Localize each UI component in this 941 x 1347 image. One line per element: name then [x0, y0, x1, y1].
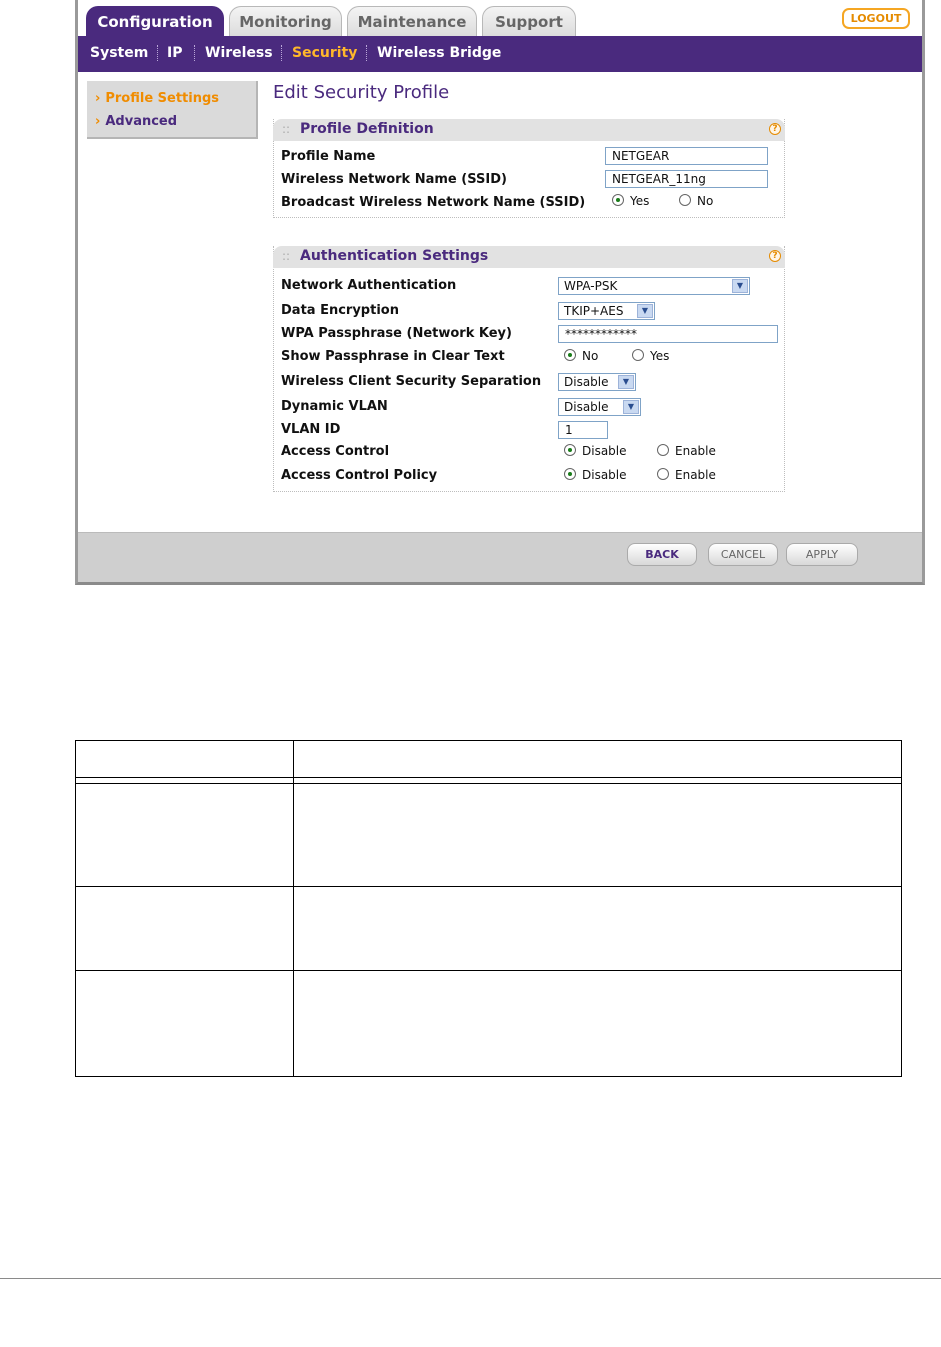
- authentication-settings-panel: [273, 246, 785, 492]
- page-footer-rule: [0, 1278, 941, 1279]
- sidebar-item-advanced[interactable]: [95, 114, 177, 129]
- panel-title: Profile Definition: [300, 121, 434, 137]
- table-row-divider: [76, 886, 901, 887]
- tab-support[interactable]: Support: [482, 6, 576, 36]
- panel-header: [273, 246, 785, 268]
- grip-dots-icon: ::: [282, 122, 291, 136]
- back-button[interactable]: BACK: [627, 543, 697, 566]
- access-policy-label: Access Control Policy: [281, 468, 438, 483]
- subnav-wireless-bridge[interactable]: Wireless Bridge: [377, 45, 502, 61]
- profile-definition-panel: [273, 119, 785, 218]
- chevron-down-icon: ▼: [618, 375, 634, 389]
- subnav-divider: [281, 45, 282, 61]
- page-title: Edit Security Profile: [273, 82, 450, 103]
- subnav-divider: [157, 45, 158, 61]
- radio-label: No: [582, 349, 599, 363]
- data-encryption-select[interactable]: [558, 302, 655, 320]
- subnav-security[interactable]: Security: [292, 45, 358, 61]
- access-control-enable-radio[interactable]: [657, 444, 716, 458]
- radio-selected-icon: [564, 349, 576, 361]
- help-icon[interactable]: ?: [769, 250, 781, 262]
- cancel-button[interactable]: CANCEL: [708, 543, 778, 566]
- broadcast-no-radio[interactable]: [679, 194, 713, 208]
- show-passphrase-label: Show Passphrase in Clear Text: [281, 349, 505, 364]
- chevron-down-icon: ▼: [637, 304, 653, 318]
- radio-label: Disable: [582, 468, 627, 482]
- radio-unselected-icon: [679, 194, 691, 206]
- broadcast-ssid-label: Broadcast Wireless Network Name (SSID): [281, 195, 586, 210]
- footer-bar: [78, 532, 922, 585]
- panel-title: Authentication Settings: [300, 248, 489, 264]
- radio-label: Enable: [675, 444, 716, 458]
- select-value: WPA-PSK: [564, 279, 618, 293]
- radio-selected-icon: [564, 444, 576, 456]
- access-control-disable-radio[interactable]: [564, 444, 627, 458]
- ssid-input[interactable]: NETGEAR_11ng: [605, 170, 768, 188]
- radio-unselected-icon: [632, 349, 644, 361]
- tab-monitoring[interactable]: Monitoring: [229, 6, 342, 36]
- passphrase-input[interactable]: ************: [558, 325, 778, 343]
- sidebar-item-label: Profile Settings: [105, 91, 220, 106]
- help-icon[interactable]: ?: [769, 123, 781, 135]
- subnav-wireless[interactable]: Wireless: [205, 45, 273, 61]
- passphrase-label: WPA Passphrase (Network Key): [281, 326, 512, 341]
- show-passphrase-no-radio[interactable]: [564, 349, 598, 363]
- document-table: [75, 740, 902, 1077]
- subnav-ip[interactable]: IP: [167, 45, 183, 61]
- table-row-divider: [76, 970, 901, 971]
- radio-unselected-icon: [657, 468, 669, 480]
- radio-unselected-icon: [657, 444, 669, 456]
- subnav-divider: [194, 45, 195, 61]
- data-encryption-label: Data Encryption: [281, 303, 399, 318]
- dynamic-vlan-select[interactable]: [558, 398, 641, 416]
- radio-label: Yes: [650, 349, 670, 363]
- select-value: Disable: [564, 400, 609, 414]
- network-auth-label: Network Authentication: [281, 278, 457, 293]
- sidebar-item-profile-settings[interactable]: [95, 91, 219, 106]
- arrow-icon: ›: [95, 91, 101, 106]
- panel-header: [273, 119, 785, 141]
- table-header-rule: [76, 777, 901, 778]
- network-auth-select[interactable]: [558, 277, 750, 295]
- grip-dots-icon: ::: [282, 249, 291, 263]
- select-value: TKIP+AES: [564, 304, 624, 318]
- access-policy-disable-radio[interactable]: [564, 468, 627, 482]
- table-header-rule: [76, 783, 901, 784]
- profile-name-label: Profile Name: [281, 149, 376, 164]
- vlan-id-label: VLAN ID: [281, 422, 341, 437]
- logout-button[interactable]: LOGOUT: [842, 8, 910, 29]
- radio-selected-icon: [612, 194, 624, 206]
- arrow-icon: ›: [95, 114, 101, 129]
- subnav-system[interactable]: System: [90, 45, 149, 61]
- radio-label: Disable: [582, 444, 627, 458]
- access-control-label: Access Control: [281, 444, 390, 459]
- select-value: Disable: [564, 375, 609, 389]
- screenshot-frame: [75, 0, 925, 585]
- profile-name-input[interactable]: NETGEAR: [605, 147, 768, 165]
- vlan-id-input[interactable]: 1: [558, 421, 608, 439]
- table-column-divider: [293, 741, 294, 1076]
- sidebar-item-label: Advanced: [105, 114, 178, 129]
- chevron-down-icon: ▼: [732, 279, 748, 293]
- client-separation-select[interactable]: [558, 373, 636, 391]
- radio-selected-icon: [564, 468, 576, 480]
- radio-label: Yes: [630, 194, 650, 208]
- tab-configuration[interactable]: Configuration: [86, 6, 224, 36]
- subnav-divider: [366, 45, 367, 61]
- top-tab-bar: [78, 0, 922, 36]
- ssid-label: Wireless Network Name (SSID): [281, 172, 507, 187]
- show-passphrase-yes-radio[interactable]: [632, 349, 669, 363]
- client-separation-label: Wireless Client Security Separation: [281, 374, 542, 389]
- dynamic-vlan-label: Dynamic VLAN: [281, 399, 388, 414]
- tab-maintenance[interactable]: Maintenance: [347, 6, 477, 36]
- sub-navigation: [78, 36, 922, 72]
- sidebar: [87, 81, 258, 139]
- radio-label: No: [697, 194, 714, 208]
- radio-label: Enable: [675, 468, 716, 482]
- chevron-down-icon: ▼: [623, 400, 639, 414]
- apply-button[interactable]: APPLY: [786, 543, 858, 566]
- access-policy-enable-radio[interactable]: [657, 468, 716, 482]
- broadcast-yes-radio[interactable]: [612, 194, 649, 208]
